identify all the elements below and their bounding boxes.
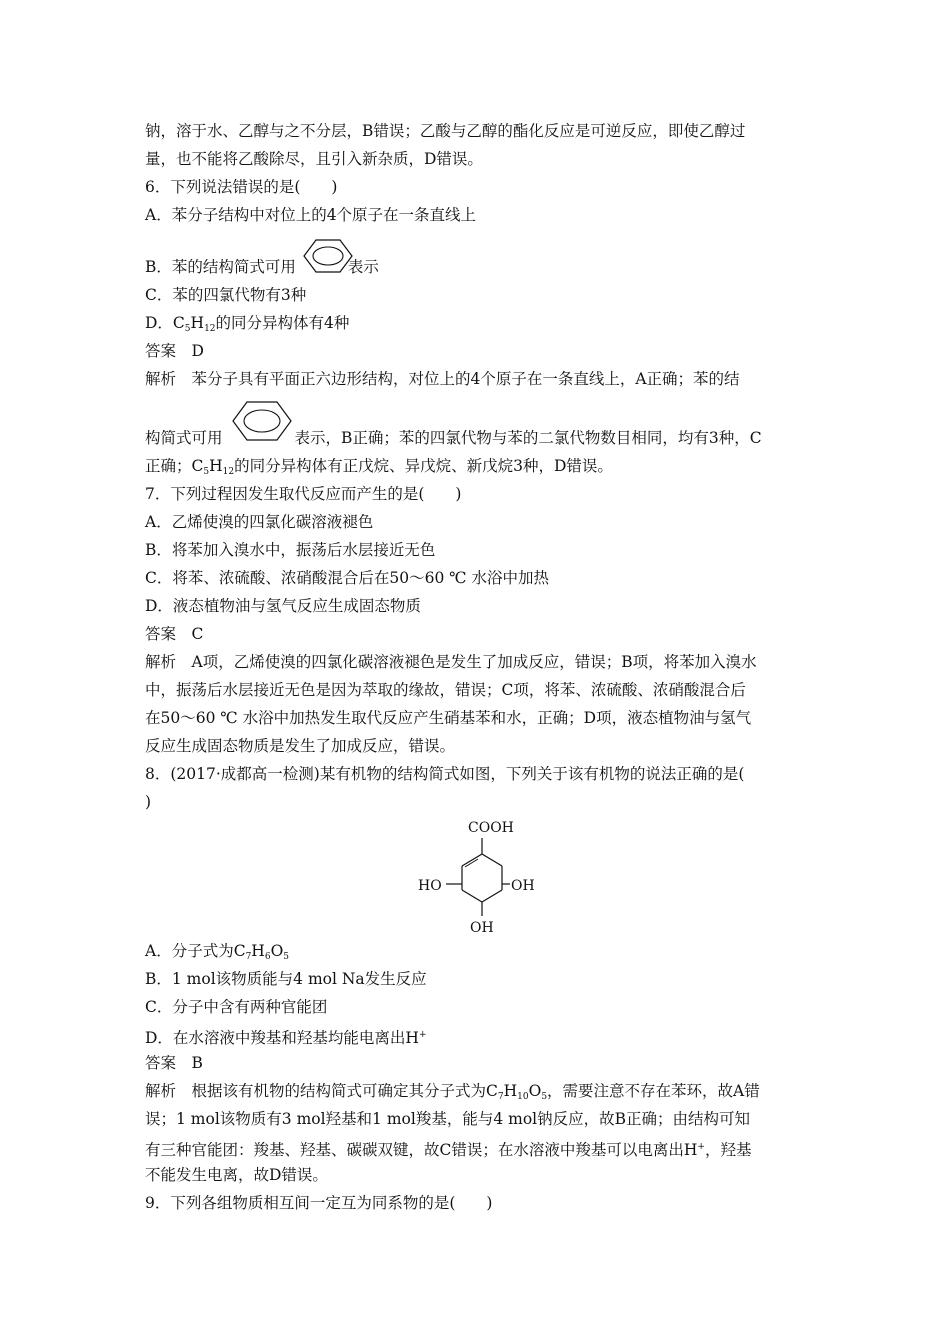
option-7b: B．将苯加入溴水中，振荡后水层接近无色 — [145, 541, 436, 559]
option-text: D．C — [145, 314, 185, 332]
explanation-7: 在50～60 ℃ 水浴中加热发生取代反应产生硝基苯和水，正确；D项，液态植物油与氢气 — [145, 709, 752, 727]
text-span: H — [503, 1082, 518, 1100]
subscript: 5 — [203, 467, 210, 477]
option-text: D．在水溶液中羧基和羟基均能电离出H — [145, 1029, 419, 1047]
option-8c: C．分子中含有两种官能团 — [145, 998, 328, 1016]
text-line: 钠，溶于水、乙醇与之不分层，B错误；乙酸与乙醇的酯化反应是可逆反应，即使乙醇过 — [145, 122, 746, 140]
option-text: 的同分异构体有4种 — [215, 314, 350, 332]
subscript: 6 — [264, 952, 271, 962]
option-6a: A．苯分子结构中对位上的4个原子在一条直线上 — [145, 206, 477, 224]
cooh-label: COOH — [468, 820, 514, 836]
explanation-6 — [145, 456, 810, 482]
explanation-7: 解析 A项，乙烯使溴的四氯化碳溶液褪色是发生了加成反应，错误；B项，将苯加入溴水 — [145, 653, 757, 671]
text-span: 表示，B正确；苯的四氯代物与苯的二氯代物数目相同，均有3种，C — [294, 429, 762, 447]
text-span: 的同分异构体有正戊烷、异戊烷、新戊烷3种，D错误。 — [234, 457, 613, 475]
explanation-7: 中，振荡后水层接近无色是因为萃取的缘故，错误；C项，将苯、浓硫酸、浓硝酸混合后 — [145, 681, 746, 699]
superscript: + — [418, 1030, 427, 1040]
ho-left-label: HO — [418, 878, 442, 894]
subscript: 12 — [204, 324, 216, 334]
text-span: 有三种官能团：羧基、羟基、碳碳双键，故C错误；在水溶液中羧基可以电离出H — [145, 1141, 698, 1159]
benzene-ring-icon — [300, 236, 356, 276]
option-8a — [145, 941, 810, 967]
subscript: 7 — [497, 1092, 504, 1102]
answer-7: 答案 C — [145, 625, 204, 643]
text-span: 解析 根据该有机物的结构简式可确定其分子式为C — [145, 1082, 498, 1100]
text-span: H — [209, 457, 223, 475]
option-8b: B．1 mol该物质能与4 mol Na发生反应 — [145, 970, 427, 988]
option-7d: D．液态植物油与氢气反应生成固态物质 — [145, 597, 421, 615]
explanation-6: 解析 苯分子具有平面正六边形结构，对位上的4个原子在一条直线上，A正确；苯的结 — [145, 370, 740, 388]
text-line: 量，也不能将乙酸除尽，且引入新杂质，D错误。 — [145, 150, 483, 168]
question-8: ) — [145, 793, 152, 811]
option-7c: C．将苯、浓硫酸、浓硝酸混合后在50～60 ℃ 水浴中加热 — [145, 569, 550, 587]
option-6d — [145, 313, 810, 339]
benzene-ring-icon — [229, 398, 295, 444]
question-6: 6．下列说法错误的是( ) — [145, 178, 338, 196]
subscript: 12 — [222, 467, 235, 477]
text-span: ，羟基 — [704, 1141, 752, 1159]
explanation-8 — [145, 1081, 810, 1107]
option-6b — [145, 257, 810, 277]
question-9: 9．下列各组物质相互间一定互为同系物的是( ) — [145, 1194, 493, 1212]
option-text: H — [251, 942, 265, 960]
text-span: ，需要注意不存在苯环，故A错 — [547, 1082, 760, 1100]
option-text: 表示 — [347, 258, 379, 276]
explanation-8: 不能发生电离，故D错误。 — [145, 1166, 328, 1184]
subscript: 7 — [245, 952, 252, 962]
option-7a: A．乙烯使溴的四氯化碳溶液褪色 — [145, 513, 374, 531]
subscript: 5 — [283, 952, 290, 962]
question-8: 8．(2017·成都高一检测)某有机物的结构简式如图，下列关于该有机物的说法正确的是( — [145, 765, 745, 783]
text-span: 构简式可用 — [145, 429, 223, 447]
option-text: O — [270, 942, 284, 960]
option-text: B．苯的结构简式可用 — [145, 258, 296, 276]
explanation-8: 误；1 mol该物质有3 mol羟基和1 mol羧基，能与4 mol钠反应，故B正确；由结构可知 — [145, 1110, 750, 1128]
molecule-structure-diagram — [410, 812, 550, 940]
answer-6: 答案 D — [145, 342, 204, 360]
text-span: O — [528, 1082, 542, 1100]
oh-right-label: OH — [511, 878, 535, 894]
subscript: 5 — [184, 324, 191, 334]
option-text: H — [190, 314, 205, 332]
answer-8: 答案 B — [145, 1054, 203, 1072]
subscript: 10 — [517, 1092, 529, 1102]
explanation-7: 反应生成固态物质是发生了加成反应，错误。 — [145, 737, 456, 755]
option-text: A．分子式为C — [145, 942, 246, 960]
superscript: + — [697, 1142, 705, 1152]
explanation-8 — [145, 1137, 810, 1160]
option-8d — [145, 1025, 810, 1048]
text-span: 正确；C — [145, 457, 204, 475]
question-7: 7．下列过程因发生取代反应而产生的是( ) — [145, 485, 462, 503]
oh-bottom-label: OH — [470, 920, 494, 936]
option-6c: C．苯的四氯代物有3种 — [145, 286, 307, 304]
subscript: 5 — [541, 1092, 548, 1102]
